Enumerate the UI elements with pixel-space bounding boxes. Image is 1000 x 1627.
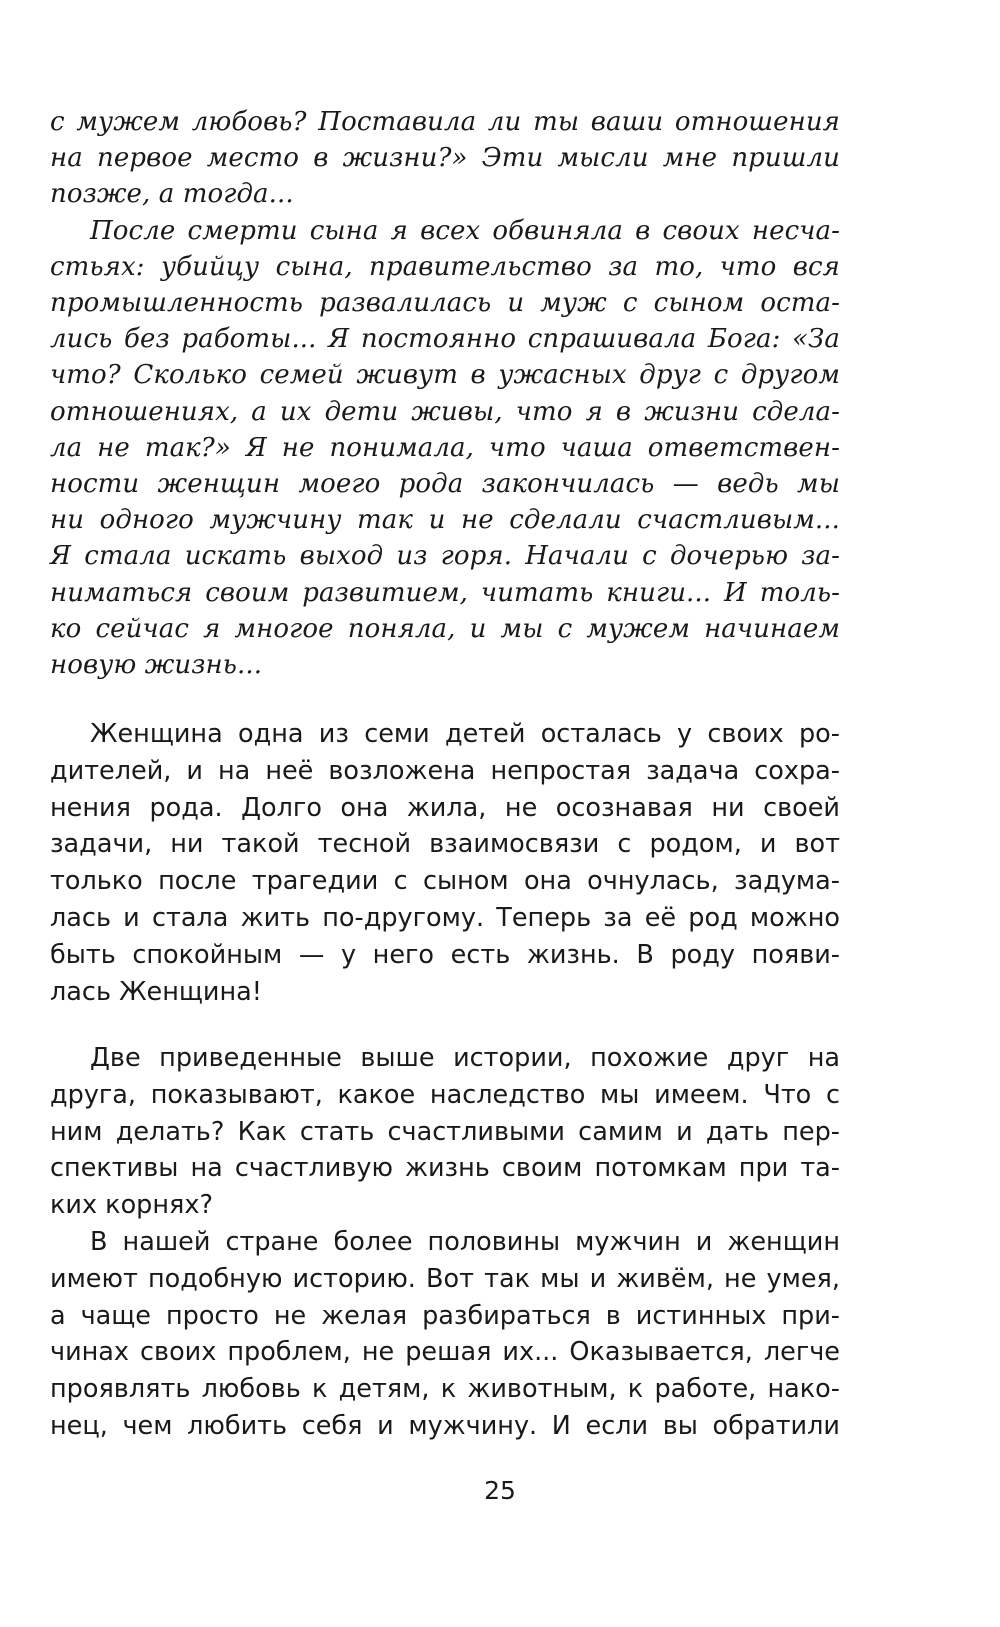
analysis-line: чинах своих проблем, не решая их... Оказывается, легче	[50, 1337, 840, 1368]
story-line: После смерти сына я всех обвиняла в своих несча-	[90, 215, 840, 246]
story-line: Я стала искать выход из горя. Начали с дочерью за-	[50, 541, 840, 572]
analysis-paragraphs	[50, 1040, 840, 1445]
story-line: лись без работы... Я постоянно спрашивала Бога: «За	[50, 324, 840, 355]
analysis-line: ких корнях?	[50, 1190, 213, 1221]
story-line: позже, а тогда...	[50, 179, 294, 210]
story-line: что? Сколько семей живут в ужасных друг с другом	[50, 360, 840, 391]
story-line: отношениях, а их дети живы, что я в жизни сдела-	[50, 396, 840, 427]
analysis-line: нец, чем любить себя и мужчину. И если вы обратили	[50, 1410, 840, 1441]
comment-line: быть спокойным — у него есть жизнь. В роду появи-	[50, 939, 840, 970]
page-number: 25	[484, 1476, 516, 1505]
analysis-line: ним делать? Как стать счастливыми самим и дать пер-	[50, 1116, 840, 1147]
story-line: ко сейчас я многое поняла, и мы с мужем начинаем	[50, 613, 840, 644]
comment-line: задачи, ни такой тесной взаимосвязи с родом, и вот	[50, 829, 840, 860]
comment-line: дителей, и на неё возложена непростая задача сохра-	[50, 755, 840, 786]
story-line: новую жизнь...	[50, 650, 263, 681]
story-line: с мужем любовь? Поставила ли ты ваши отношения	[50, 107, 840, 137]
analysis-line: друга, показывают, какое наследство мы имеем. Что с	[50, 1079, 840, 1110]
analysis-line: Две приведенные выше истории, похожие друг на	[90, 1043, 840, 1073]
analysis-line: В нашей стране более половины мужчин и женщин	[90, 1226, 840, 1257]
comment-line: лась Женщина!	[50, 976, 263, 1007]
analysis-line: проявлять любовь к детям, к животным, к работе, нако-	[50, 1374, 840, 1405]
story-line: на первое место в жизни?» Эти мысли мне пришли	[50, 143, 840, 174]
story-line: ла не так?» Я не понимала, что чаша ответствен-	[50, 432, 840, 463]
comment-line: Женщина одна из семи детей осталась у своих ро-	[90, 719, 840, 749]
story-line: ни одного мужчину так и не сделали счастливым...	[50, 505, 840, 536]
analysis-line: имеют подобную историю. Вот так мы и живём, не умея,	[50, 1263, 840, 1294]
story-line: промышленность развалилась и муж с сыном оста-	[50, 288, 840, 319]
analysis-line: спективы на счастливую жизнь своим потомкам при та-	[50, 1153, 840, 1184]
comment-line: лась и стала жить по-другому. Теперь за её род можно	[50, 902, 840, 933]
story-quote	[50, 104, 840, 683]
comment-line: нения рода. Долго она жила, не осознавая ни своей	[50, 792, 840, 823]
analysis-line: а чаще просто не желая разбираться в истинных при-	[50, 1300, 840, 1331]
story-line: ности женщин моего рода закончилась — ведь мы	[50, 469, 840, 500]
author-comment-paragraph	[50, 716, 840, 1010]
story-line: стьях: убийцу сына, правительство за то, что вся	[50, 251, 840, 282]
comment-line: только после трагедии с сыном она очнулась, задума-	[50, 866, 840, 897]
story-line: ниматься своим развитием, читать книги... И толь-	[50, 577, 840, 608]
